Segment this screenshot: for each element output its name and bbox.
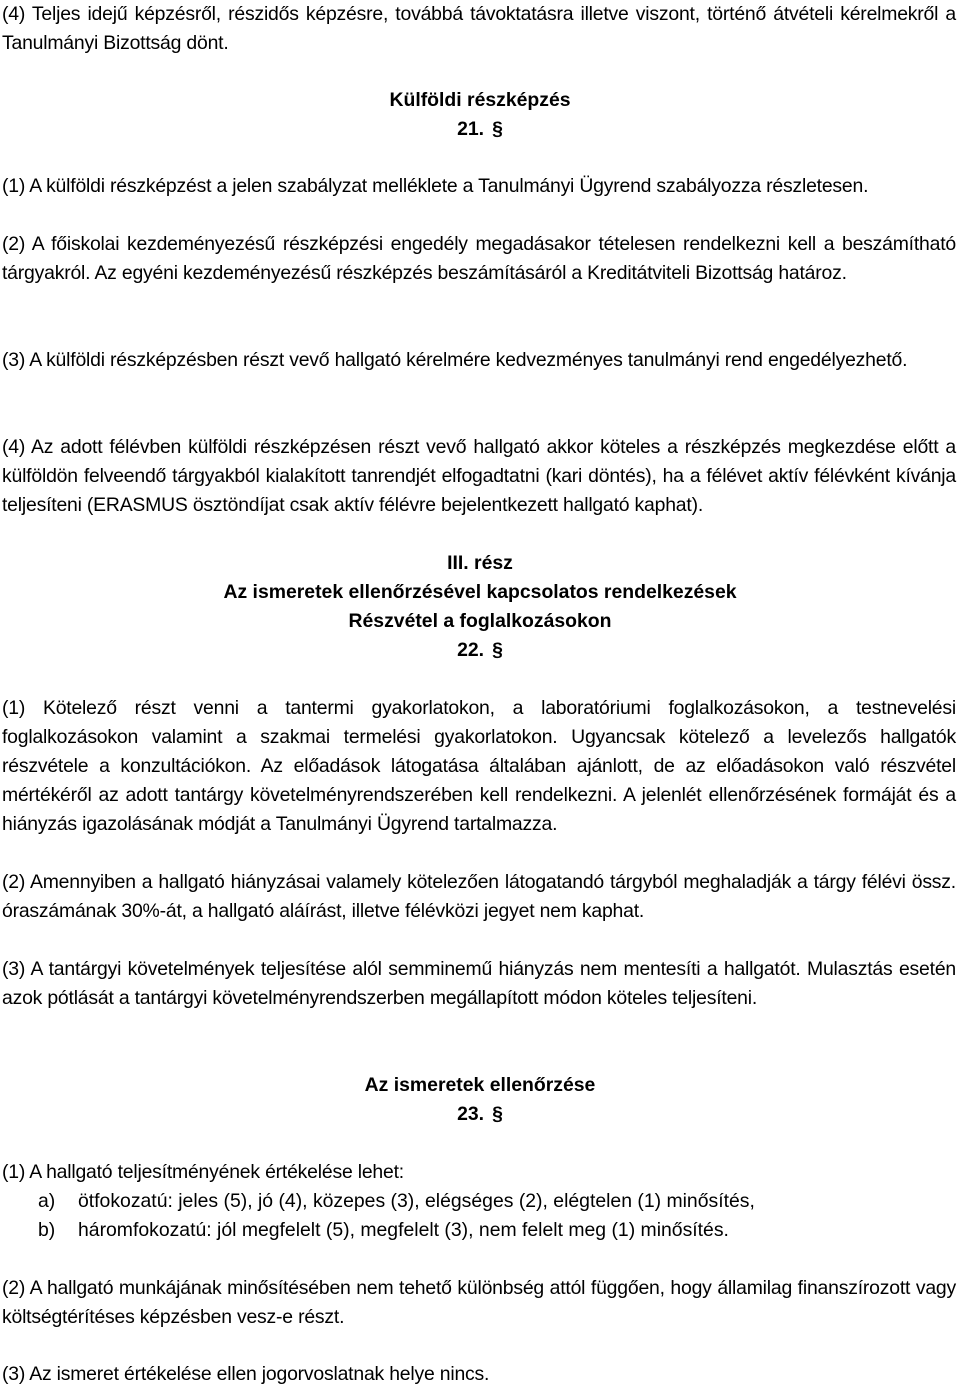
section-23-heading	[0, 1100, 960, 1129]
section-22-heading	[0, 636, 960, 665]
section-21-paragraph-1: (1) A külföldi részképzést a jelen szabályzat melléklete a Tanulmányi Ügyrend szabályozza részletesen.	[2, 175, 869, 197]
section-number: 21.	[457, 118, 485, 140]
section-22-paragraph-3: (3) A tantárgyi követelmények teljesítése alól semminemű hiányzás nem mentesíti a hallgatót. Mulasztás esetén azok pótlását a tantárgyi követelményrendszerben megállapított módon köteles teljesíteni.	[2, 958, 956, 1009]
section-23-paragraph-3: (3) Az ismeret értékelése ellen jogorvoslatnak helye nincs.	[2, 1363, 490, 1385]
list-item-text: háromfokozatú: jól megfelelt (5), megfelelt (3), nem felelt meg (1) minősítés.	[78, 1219, 729, 1241]
section-23-paragraph-2: (2) A hallgató munkájának minősítésében nem tehető különbség attól függően, hogy államilag finanszírozott vagy költségtérítéses képzésben vesz-e részt.	[2, 1277, 956, 1328]
list-item-text: ötfokozatú: jeles (5), jó (4), közepes (3), elégséges (2), elégtelen (1) minősítés,	[78, 1190, 755, 1212]
part-3-subtitle: Az ismeretek ellenőrzésével kapcsolatos rendelkezések	[223, 581, 737, 603]
part-3-title: III. rész	[447, 552, 513, 574]
section-symbol-icon: §	[492, 1103, 503, 1125]
section-21-paragraph-2: (2) A főiskolai kezdeményezésű részképzési engedély megadásakor tételesen rendelkezni kell a beszámítható tárgyakról. Az egyéni kezdeményezésű részképzés beszámításáról a Kreditátviteli Bizottság határoz.	[2, 233, 956, 284]
section-21-heading	[0, 115, 960, 144]
section-number: 23.	[457, 1103, 485, 1125]
heading-attendance: Részvétel a foglalkozásokon	[348, 610, 612, 632]
heading-foreign-partial-training: Külföldi részképzés	[389, 89, 571, 111]
section-23-paragraph-1: (1) A hallgató teljesítményének értékelése lehet:	[2, 1161, 404, 1183]
section-22-paragraph-2: (2) Amennyiben a hallgató hiányzásai valamely kötelezően látogatandó tárgyból meghaladják a tárgy félévi össz. óraszámának 30%-át, a hallgató aláírást, illetve félévközi jegyet nem kaphat.	[2, 871, 956, 922]
section-22-paragraph-1: (1) Kötelező részt venni a tantermi gyakorlatokon, a laboratóriumi foglalkozásokon, a testnevelési foglalkozásokon valamint a szakmai termelési gyakorlatokon. Ugyancsak kötelező a levelezős hallgatók részvétele a konzultációkon. Az előadások látogatása általában ajánlott, de az előadásokon való részvétel mértékéről az adott tantárgy követelményrendszerében kell rendelkezni. A jelenlét ellenőrzésének formáját és a hiányzás igazolásának módját a Tanulmányi Ügyrend tartalmazza.	[2, 697, 956, 835]
list-item	[38, 1187, 938, 1216]
section-21-paragraph-4: (4) Az adott félévben külföldi részképzésen részt vevő hallgató akkor köteles a részképzés megkezdése előtt a külföldön felveendő tárgyakból kialakított tanrendjét elfogadtatni (kari döntés), ha a félévet aktív félévként kívánja teljesíteni (ERASMUS ösztöndíjat csak aktív félévre bejelentkezett hallgató kaphat).	[2, 436, 956, 516]
section-symbol-icon: §	[492, 639, 503, 661]
list-item-label: a)	[38, 1190, 56, 1212]
heading-knowledge-assessment: Az ismeretek ellenőrzése	[364, 1074, 596, 1096]
section-number: 22.	[457, 639, 485, 661]
paragraph-transfer-requests: (4) Teljes idejű képzésről, részidős képzésre, továbbá távoktatásra illetve viszont, történő átvételi kérelmekről a Tanulmányi Bizottság dönt.	[2, 3, 956, 54]
section-symbol-icon: §	[492, 118, 503, 140]
list-item-label: b)	[38, 1219, 56, 1241]
list-item	[38, 1216, 938, 1245]
section-21-paragraph-3: (3) A külföldi részképzésben részt vevő hallgató kérelmére kedvezményes tanulmányi rend engedélyezhető.	[2, 349, 908, 371]
